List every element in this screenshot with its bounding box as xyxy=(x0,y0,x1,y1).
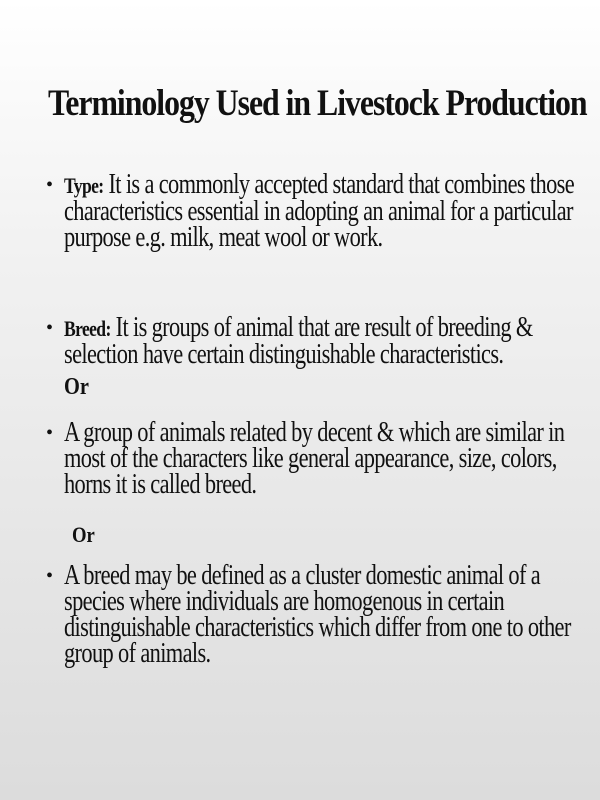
definition-text: It is groups of animal that are result of breeding & selection have certain distinguishable characteristics. xyxy=(64,312,533,370)
or-label: Or xyxy=(64,374,89,400)
bullet-text xyxy=(64,560,588,669)
or-label: Or xyxy=(72,522,95,547)
term-label: Breed: xyxy=(64,316,111,341)
definition-text: A breed may be defined as a cluster domestic animal of a species where individuals are homogenous in certain distinguishable characteristics which differ from one to other group of animals. xyxy=(64,560,571,669)
definition-text: It is a commonly accepted standard that combines those characteristics essential in adopting an animal for a particular purpose e.g. milk, meat wool or work. xyxy=(64,169,575,253)
definition-text: A group of animals related by decent & which are similar in most of the characters like general appearance, size, colors, horns it is called breed. xyxy=(64,417,565,500)
bullet-text xyxy=(64,169,588,253)
bullet-item-breed-definition xyxy=(40,560,600,669)
bullet-item-type xyxy=(40,169,600,253)
bullet-text xyxy=(64,417,588,500)
slide-title: Terminology Used in Livestock Production xyxy=(48,83,587,124)
bullet-item-breed-alt xyxy=(40,417,600,500)
bullet-text xyxy=(64,312,588,370)
bullet-item-breed xyxy=(40,312,600,370)
bullet-point: • xyxy=(46,317,54,339)
bullet-point: • xyxy=(46,174,54,196)
term-label: Type: xyxy=(64,173,104,198)
bullet-point: • xyxy=(46,422,54,444)
bullet-point: • xyxy=(46,565,54,587)
